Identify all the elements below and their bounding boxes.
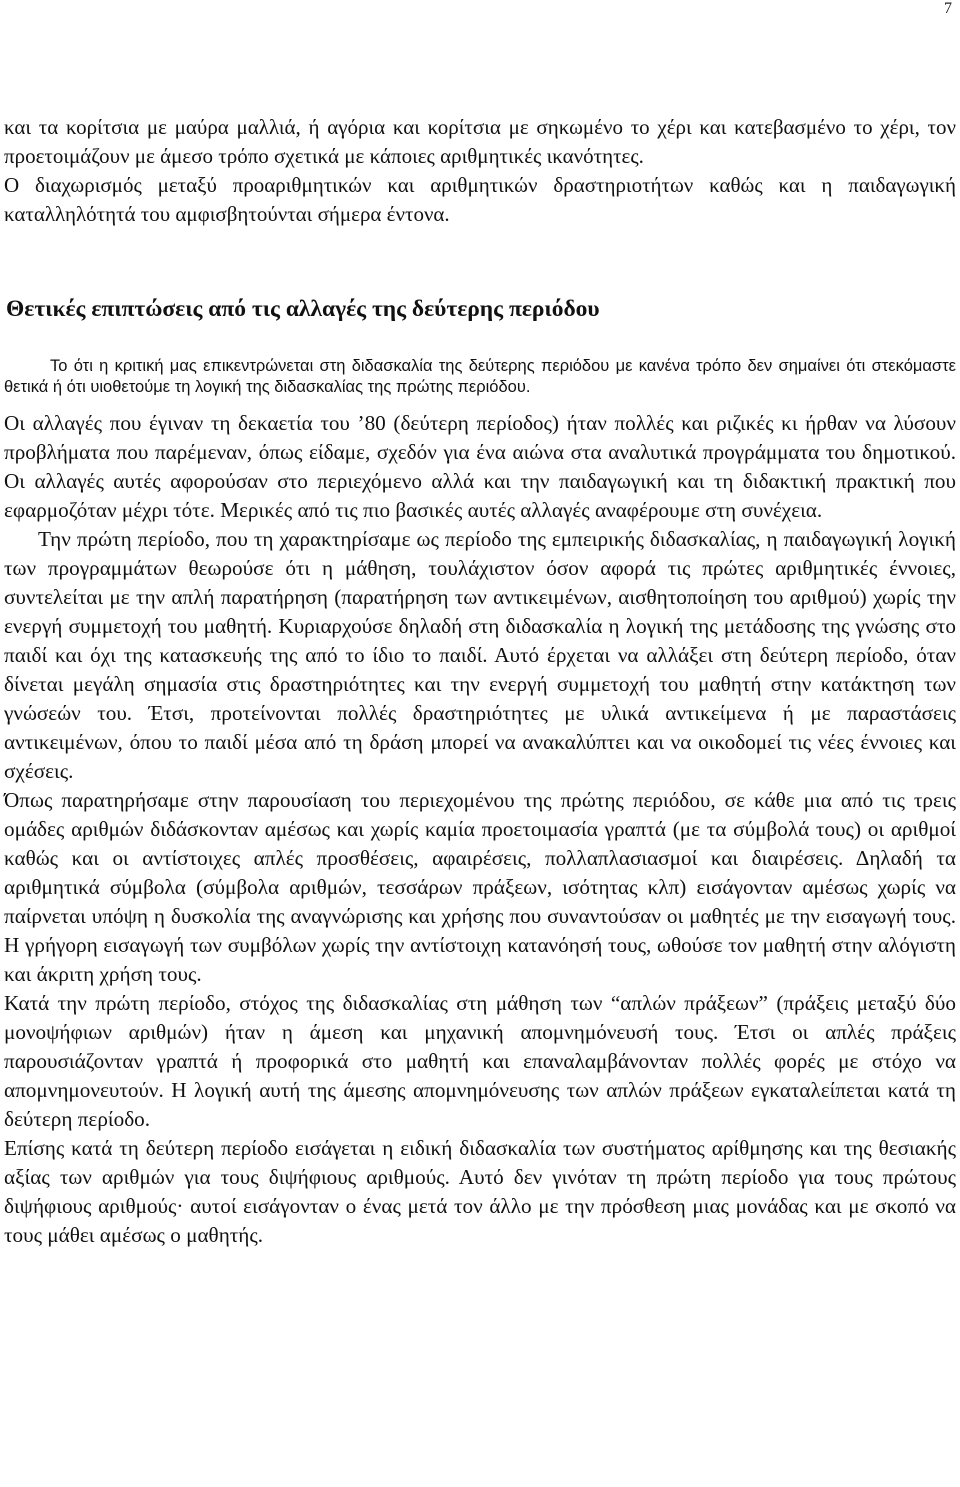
paragraph-changes: Οι αλλαγές που έγιναν τη δεκαετία του ’80 (δεύτερη περίοδος) ήταν πολλές και ριζικές κι ήρθαν να λύσουν προβλήματα που παρέμεναν, όπως είδαμε, σχεδόν για ένα αιώνα στα αναλυτικά προγράμματα του δημοτικού. Οι αλλαγές αυτές αφορούσαν στο περιεχόμενο αλλά και την παιδαγωγική και τη διδακτική πρακτική που εφαρμοζόταν μέχρι τότε. Μερικές από τις πιο βασικές αυτές αλλαγές αναφέρουμε στη συνέχεια.	[4, 411, 956, 522]
intro-paragraph-2: Ο διαχωρισμός μεταξύ προαριθμητικών και αριθμητικών δραστηριοτήτων καθώς και η παιδαγωγική καταλληλότητά του αμφισβητούνται σήμερα έντονα.	[4, 173, 956, 226]
paragraph-place-value: Επίσης κατά τη δεύτερη περίοδο εισάγεται η ειδική διδασκαλία των συστήματος αρίθμησης και της θεσιακής αξίας των αριθμών για τους διψήφιους αριθμούς. Αυτό δεν γινόταν τη πρώτη περίοδο για τους πρώτους διψήφιους αριθμούς· αυτοί εισάγονταν ο ένας μετά τον άλλο με την πρόσθεση μιας μονάδας και με σκοπό να τους μάθει αμέσως ο μαθητής.	[4, 1136, 956, 1247]
paragraph-symbols: Όπως παρατηρήσαμε στην παρουσίαση του περιεχομένου της πρώτης περιόδου, σε κάθε μια από τις τρεις ομάδες αριθμών διδάσκονταν αμέσως και χωρίς καμία προετοιμασία γραπτά (με τα σύμβολά τους) οι αριθμοί καθώς και οι αντίστοιχες απλές προσθέσεις, αφαιρέσεις, πολλαπλασιασμοί και διαιρέσεις. Δηλαδή τα αριθμητικά σύμβολα (σύμβολα αριθμών, τεσσάρων πράξεων, ισότητας κλπ) εισάγονταν αμέσως χωρίς να παίρνεται υπόψη η δυσκολία της αναγνώρισης και χρήσης που συναντούσαν οι μαθητές με την εισαγωγή τους. Η γρήγορη εισαγωγή των συμβόλων χωρίς την αντίστοιχη κατανόησή τους, ωθούσε τον μαθητή στην αλόγιστη και άκριτη χρήση τους.	[4, 788, 956, 986]
small-paragraph: Το ότι η κριτική μας επικεντρώνεται στη διδασκαλία της δεύτερης περιόδου με κανένα τρόπο δεν σημαίνει ότι στεκόμαστε θετικά ή ότι υιοθετούμε τη λογική της διδασκαλίας της πρώτης περιόδου.	[4, 357, 956, 396]
intro-paragraphs	[4, 113, 956, 229]
page-number: 7	[944, 0, 952, 17]
body-text	[4, 409, 956, 1250]
paragraph-simple-operations: Κατά την πρώτη περίοδο, στόχος της διδασκαλίας στη μάθηση των “απλών πράξεων” (πράξεις μεταξύ δύο μονοψήφιων αριθμών) ήταν η άμεση και μηχανική απομνημόνευσή τους. Έτσι οι απλές πράξεις παρουσιάζονταν γραπτά ή προφορικά στο μαθητή και επαναλαμβάνονταν πολλές φορές με στόχο να απομνημονευτούν. Η λογική αυτή της άμεσης απομνημόνευσης των απλών πράξεων εγκαταλείπεται κατά τη δεύτερη περίοδο.	[4, 991, 956, 1131]
section-heading: Θετικές επιπτώσεις από τις αλλαγές της δεύτερης περιόδου	[6, 296, 600, 322]
paragraph-first-period: Την πρώτη περίοδο, που τη χαρακτηρίσαμε ως περίοδο της εμπειρικής διδασκαλίας, η παιδαγωγική λογική των προγραμμάτων θεωρούσε ότι η μάθηση, τουλάχιστον όσον αφορά τις πρώτες αριθμητικές έννοιες, συντελείται με την απλή παρατήρηση (παρατήρηση των αντικειμένων, αισθητοποίηση του αριθμού) χωρίς την ενεργή συμμετοχή του μαθητή. Κυριαρχούσε δηλαδή στη διδασκαλία η λογική της μετάδοσης της γνώσης στο παιδί και όχι της κατασκευής της από το ίδιο το παιδί. Αυτό έρχεται να αλλάξει στη δεύτερη περίοδο, όταν δίνεται μεγάλη σημασία στις δραστηριότητες και την ενεργή συμμετοχή του μαθητή στην κατάκτηση των γνώσεών του. Έτσι, προτείνονται πολλές δραστηριότητες με υλικά αντικείμενα ή με παραστάσεις αντικειμένων, όπου το παιδί μέσα από τη δράση μπορεί να ανακαλύπτει και να οικοδομεί τις νέες έννοιες και σχέσεις.	[4, 527, 956, 783]
intro-paragraph: και τα κορίτσια με μαύρα μαλλιά, ή αγόρια και κορίτσια με σηκωμένο το χέρι και κατεβασμένο το χέρι, τον προετοιμάζουν με άμεσο τρόπο σχετικά με κάποιες αριθμητικές ικανότητες.	[4, 115, 956, 168]
